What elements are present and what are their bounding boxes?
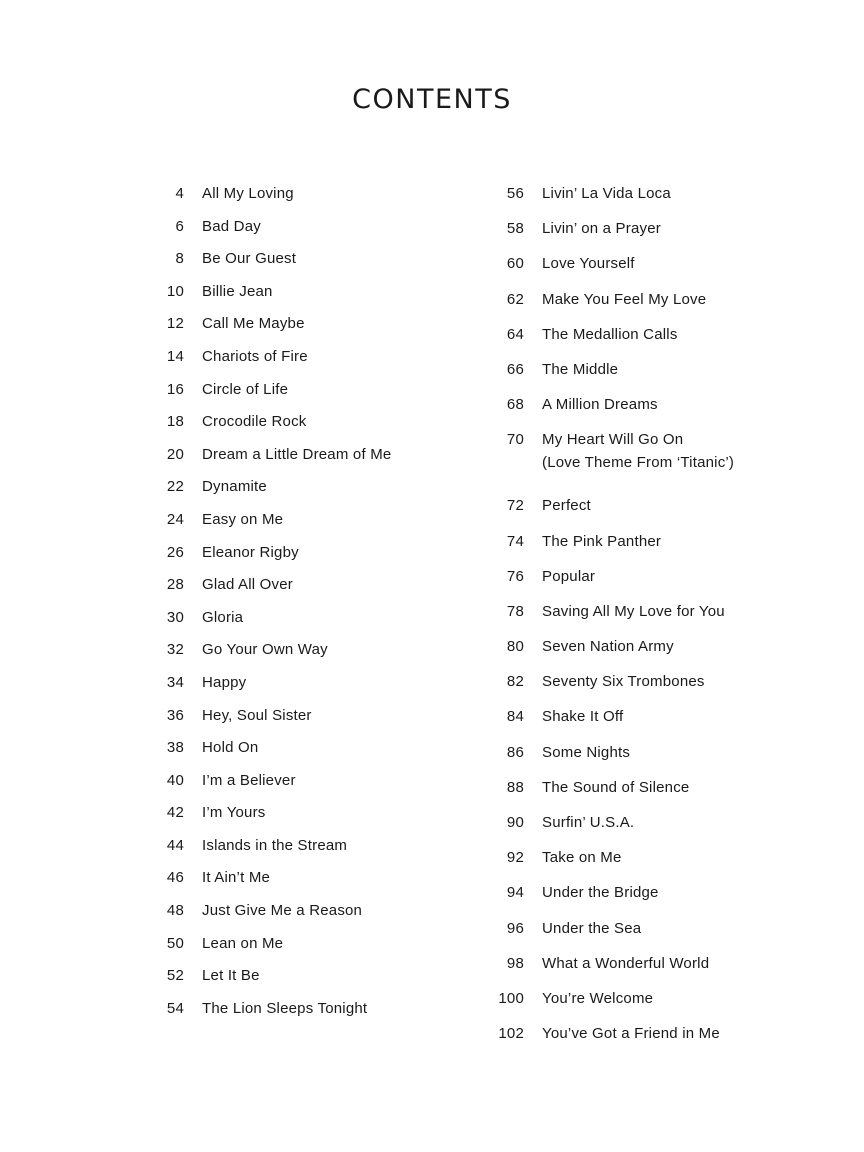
toc-title-block — [202, 378, 288, 401]
toc-song-title: The Medallion Calls — [542, 325, 678, 343]
toc-song-title: Love Yourself — [542, 255, 635, 273]
toc-song-title: My Heart Will Go On — [542, 431, 684, 449]
toc-page-number: 38 — [166, 739, 184, 757]
toc-title-block — [202, 932, 283, 955]
toc-song-title: I’m a Believer — [202, 771, 296, 789]
toc-song-title: Seven Nation Army — [542, 638, 674, 656]
toc-title-block — [542, 494, 591, 517]
toc-page-number: 60 — [506, 255, 524, 273]
toc-song-title: Seventy Six Trombones — [542, 673, 705, 691]
toc-page-number: 12 — [166, 315, 184, 333]
toc-song-title: Islands in the Stream — [202, 836, 348, 854]
toc-song-title: Under the Sea — [542, 919, 642, 937]
toc-page-number: 86 — [506, 743, 524, 761]
toc-page-number: 20 — [166, 445, 184, 463]
toc-song-title: Saving All My Love for You — [542, 602, 725, 620]
toc-title-block — [542, 358, 618, 381]
toc-page-number: 96 — [506, 919, 524, 937]
toc-song-title: Popular — [542, 567, 596, 585]
toc-entry — [146, 671, 391, 704]
contents-right-column — [486, 182, 734, 1057]
toc-page-number: 14 — [166, 347, 184, 365]
toc-entry — [146, 247, 391, 280]
toc-title-block — [542, 323, 678, 346]
toc-title-block — [202, 769, 296, 792]
toc-song-subtitle: (Love Theme From ‘Titanic’) — [542, 454, 735, 472]
toc-title-block — [202, 345, 308, 368]
toc-entry — [146, 541, 391, 574]
toc-title-block — [542, 776, 689, 799]
toc-page-number: 74 — [506, 532, 524, 550]
toc-page-number: 102 — [498, 1025, 524, 1043]
contents-left-column — [146, 182, 391, 1029]
toc-title-block — [542, 881, 659, 904]
toc-title-block — [542, 288, 706, 311]
toc-song-title: Eleanor Rigby — [202, 543, 299, 561]
toc-entry — [486, 846, 734, 881]
toc-song-title: Hey, Soul Sister — [202, 706, 312, 724]
toc-page-number: 80 — [506, 638, 524, 656]
toc-title-block — [542, 846, 622, 869]
toc-page-number: 76 — [506, 567, 524, 585]
toc-entry — [486, 182, 734, 217]
toc-song-title: What a Wonderful World — [542, 954, 710, 972]
toc-entry — [486, 358, 734, 393]
toc-page-number: 84 — [506, 708, 524, 726]
toc-entry — [146, 182, 391, 215]
toc-song-title: Make You Feel My Love — [542, 290, 707, 308]
toc-entry — [146, 443, 391, 476]
toc-entry — [146, 638, 391, 671]
toc-page-number: 30 — [166, 608, 184, 626]
toc-title-block — [542, 530, 661, 553]
toc-page-number: 36 — [166, 706, 184, 724]
toc-entry — [146, 215, 391, 248]
page-title: CONTENTS — [352, 84, 512, 115]
toc-page-number: 64 — [506, 325, 524, 343]
toc-entry — [486, 635, 734, 670]
toc-title-block — [202, 899, 362, 922]
toc-page-number: 72 — [506, 497, 524, 515]
toc-song-title: Hold On — [202, 739, 259, 757]
toc-page-number: 66 — [506, 360, 524, 378]
toc-page-number: 88 — [506, 778, 524, 796]
toc-page-number: 48 — [166, 902, 184, 920]
toc-title-block — [202, 541, 299, 564]
toc-title-block — [542, 811, 634, 834]
toc-title-block — [202, 964, 260, 987]
toc-song-title: Just Give Me a Reason — [202, 902, 363, 920]
toc-song-title: The Sound of Silence — [542, 778, 690, 796]
toc-song-title: Call Me Maybe — [202, 315, 305, 333]
toc-song-title: Crocodile Rock — [202, 413, 307, 431]
toc-song-title: Circle of Life — [202, 380, 289, 398]
toc-entry — [146, 345, 391, 378]
toc-song-title: Bad Day — [202, 217, 261, 235]
toc-title-block — [202, 410, 307, 433]
toc-entry — [486, 428, 734, 494]
toc-entry — [146, 866, 391, 899]
toc-entry — [146, 378, 391, 411]
toc-page-number: 18 — [166, 413, 184, 431]
toc-song-title: Livin’ La Vida Loca — [542, 185, 671, 202]
toc-entry — [146, 704, 391, 737]
toc-title-block — [202, 866, 270, 889]
toc-entry — [486, 670, 734, 705]
toc-entry — [486, 217, 734, 252]
toc-page-number: 32 — [166, 641, 184, 659]
toc-page-number: 16 — [166, 380, 184, 398]
toc-entry — [146, 312, 391, 345]
toc-entry — [146, 997, 391, 1030]
toc-entry — [146, 834, 391, 867]
toc-title-block — [542, 741, 630, 764]
toc-song-title: I’m Yours — [202, 804, 266, 822]
toc-title-block — [202, 182, 294, 205]
toc-title-block — [202, 443, 391, 466]
toc-title-block — [542, 987, 653, 1010]
toc-title-block — [202, 834, 347, 857]
toc-song-title: Chariots of Fire — [202, 347, 308, 365]
toc-title-block — [202, 215, 261, 238]
toc-title-block — [542, 705, 623, 728]
toc-page-number: 34 — [166, 673, 184, 691]
toc-page-number: 28 — [166, 576, 184, 594]
toc-entry — [146, 899, 391, 932]
toc-title-block — [202, 997, 367, 1020]
toc-entry — [486, 987, 734, 1022]
toc-title-block — [202, 801, 266, 824]
toc-entry — [146, 573, 391, 606]
toc-song-title: Dynamite — [202, 478, 267, 496]
toc-entry — [146, 280, 391, 313]
toc-title-block — [542, 952, 709, 975]
toc-song-title: Take on Me — [542, 849, 622, 867]
toc-entry — [146, 475, 391, 508]
toc-song-title: Some Nights — [542, 743, 631, 761]
toc-entry — [486, 323, 734, 358]
toc-song-title: Gloria — [202, 608, 244, 626]
toc-page-number: 42 — [166, 804, 184, 822]
toc-title-block — [202, 638, 328, 661]
toc-page-number: 70 — [506, 431, 524, 449]
toc-entry — [486, 494, 734, 529]
toc-entry — [146, 801, 391, 834]
toc-entry — [486, 393, 734, 428]
toc-song-title: The Lion Sleeps Tonight — [202, 999, 368, 1017]
toc-page-number: 8 — [175, 250, 184, 268]
toc-title-block — [542, 217, 661, 240]
toc-entry — [486, 252, 734, 287]
toc-page-number: 44 — [166, 836, 184, 854]
toc-page-number: 24 — [166, 510, 184, 528]
toc-page-number: 50 — [166, 934, 184, 952]
toc-title-block — [202, 475, 267, 498]
toc-entry — [486, 565, 734, 600]
toc-song-title: The Pink Panther — [542, 532, 662, 550]
toc-title-block — [202, 704, 312, 727]
toc-song-title: Let It Be — [202, 967, 260, 985]
toc-song-title: Go Your Own Way — [202, 641, 328, 659]
toc-page-number: 10 — [166, 282, 184, 300]
toc-entry — [486, 1022, 734, 1057]
toc-song-title: Surfin’ U.S.A. — [542, 814, 635, 831]
toc-page-number: 22 — [166, 478, 184, 496]
toc-entry — [486, 705, 734, 740]
toc-entry — [486, 811, 734, 846]
toc-page-number: 6 — [175, 217, 184, 235]
toc-page-number: 54 — [166, 999, 184, 1017]
toc-entry — [146, 769, 391, 802]
toc-title-block — [202, 573, 293, 596]
toc-title-block — [202, 736, 258, 759]
toc-page-number: 4 — [175, 185, 184, 202]
toc-song-title: All My Loving — [202, 185, 294, 202]
toc-title-block — [202, 606, 243, 629]
toc-title-block — [542, 182, 671, 205]
toc-entry — [146, 964, 391, 997]
toc-entry — [486, 288, 734, 323]
toc-page-number: 92 — [506, 849, 524, 867]
toc-page-number: 52 — [166, 967, 184, 985]
toc-title-block — [542, 635, 674, 658]
toc-entry — [486, 952, 734, 987]
toc-song-title: Shake It Off — [542, 708, 624, 726]
toc-page-number: 90 — [506, 814, 524, 831]
toc-title-block — [202, 312, 305, 335]
toc-entry — [146, 736, 391, 769]
toc-song-title: It Ain’t Me — [202, 869, 271, 887]
toc-page-number: 78 — [506, 602, 524, 620]
toc-song-title: Perfect — [542, 497, 591, 515]
toc-entry — [486, 917, 734, 952]
toc-title-block — [542, 252, 635, 275]
toc-title-block — [542, 393, 658, 416]
toc-title-block — [202, 280, 273, 303]
toc-title-block — [542, 917, 641, 940]
toc-song-title: A Million Dreams — [542, 396, 658, 414]
toc-title-block — [542, 600, 725, 623]
toc-page-number: 82 — [506, 673, 524, 691]
toc-song-title: Glad All Over — [202, 576, 293, 594]
toc-title-block — [542, 428, 734, 474]
toc-page-number: 94 — [506, 884, 524, 902]
toc-title-block — [542, 670, 705, 693]
toc-title-block — [542, 565, 595, 588]
toc-song-title: Billie Jean — [202, 282, 273, 300]
toc-entry — [146, 932, 391, 965]
toc-page-number: 98 — [506, 954, 524, 972]
toc-song-title: The Middle — [542, 360, 619, 378]
toc-page-number: 68 — [506, 396, 524, 414]
toc-entry — [146, 508, 391, 541]
toc-entry — [486, 530, 734, 565]
toc-entry — [486, 881, 734, 916]
toc-song-title: You’re Welcome — [542, 989, 654, 1007]
toc-page-number: 26 — [166, 543, 184, 561]
toc-song-title: You’ve Got a Friend in Me — [542, 1025, 720, 1043]
toc-song-title: Lean on Me — [202, 934, 284, 952]
toc-title-block — [202, 508, 283, 531]
toc-entry — [486, 741, 734, 776]
toc-page-number: 58 — [506, 220, 524, 238]
toc-title-block — [202, 247, 296, 270]
toc-title-block — [202, 671, 246, 694]
toc-song-title: Livin’ on a Prayer — [542, 220, 661, 238]
toc-song-title: Happy — [202, 673, 247, 691]
toc-entry — [146, 410, 391, 443]
toc-title-block — [542, 1022, 720, 1045]
toc-page-number: 62 — [506, 290, 524, 308]
toc-page-number: 56 — [506, 185, 524, 202]
toc-song-title: Easy on Me — [202, 510, 284, 528]
toc-song-title: Be Our Guest — [202, 250, 297, 268]
toc-entry — [486, 776, 734, 811]
toc-song-title: Dream a Little Dream of Me — [202, 445, 392, 463]
toc-entry — [146, 606, 391, 639]
toc-page-number: 100 — [498, 989, 524, 1007]
toc-page-number: 40 — [166, 771, 184, 789]
toc-song-title: Under the Bridge — [542, 884, 659, 902]
toc-page-number: 46 — [166, 869, 184, 887]
toc-entry — [486, 600, 734, 635]
